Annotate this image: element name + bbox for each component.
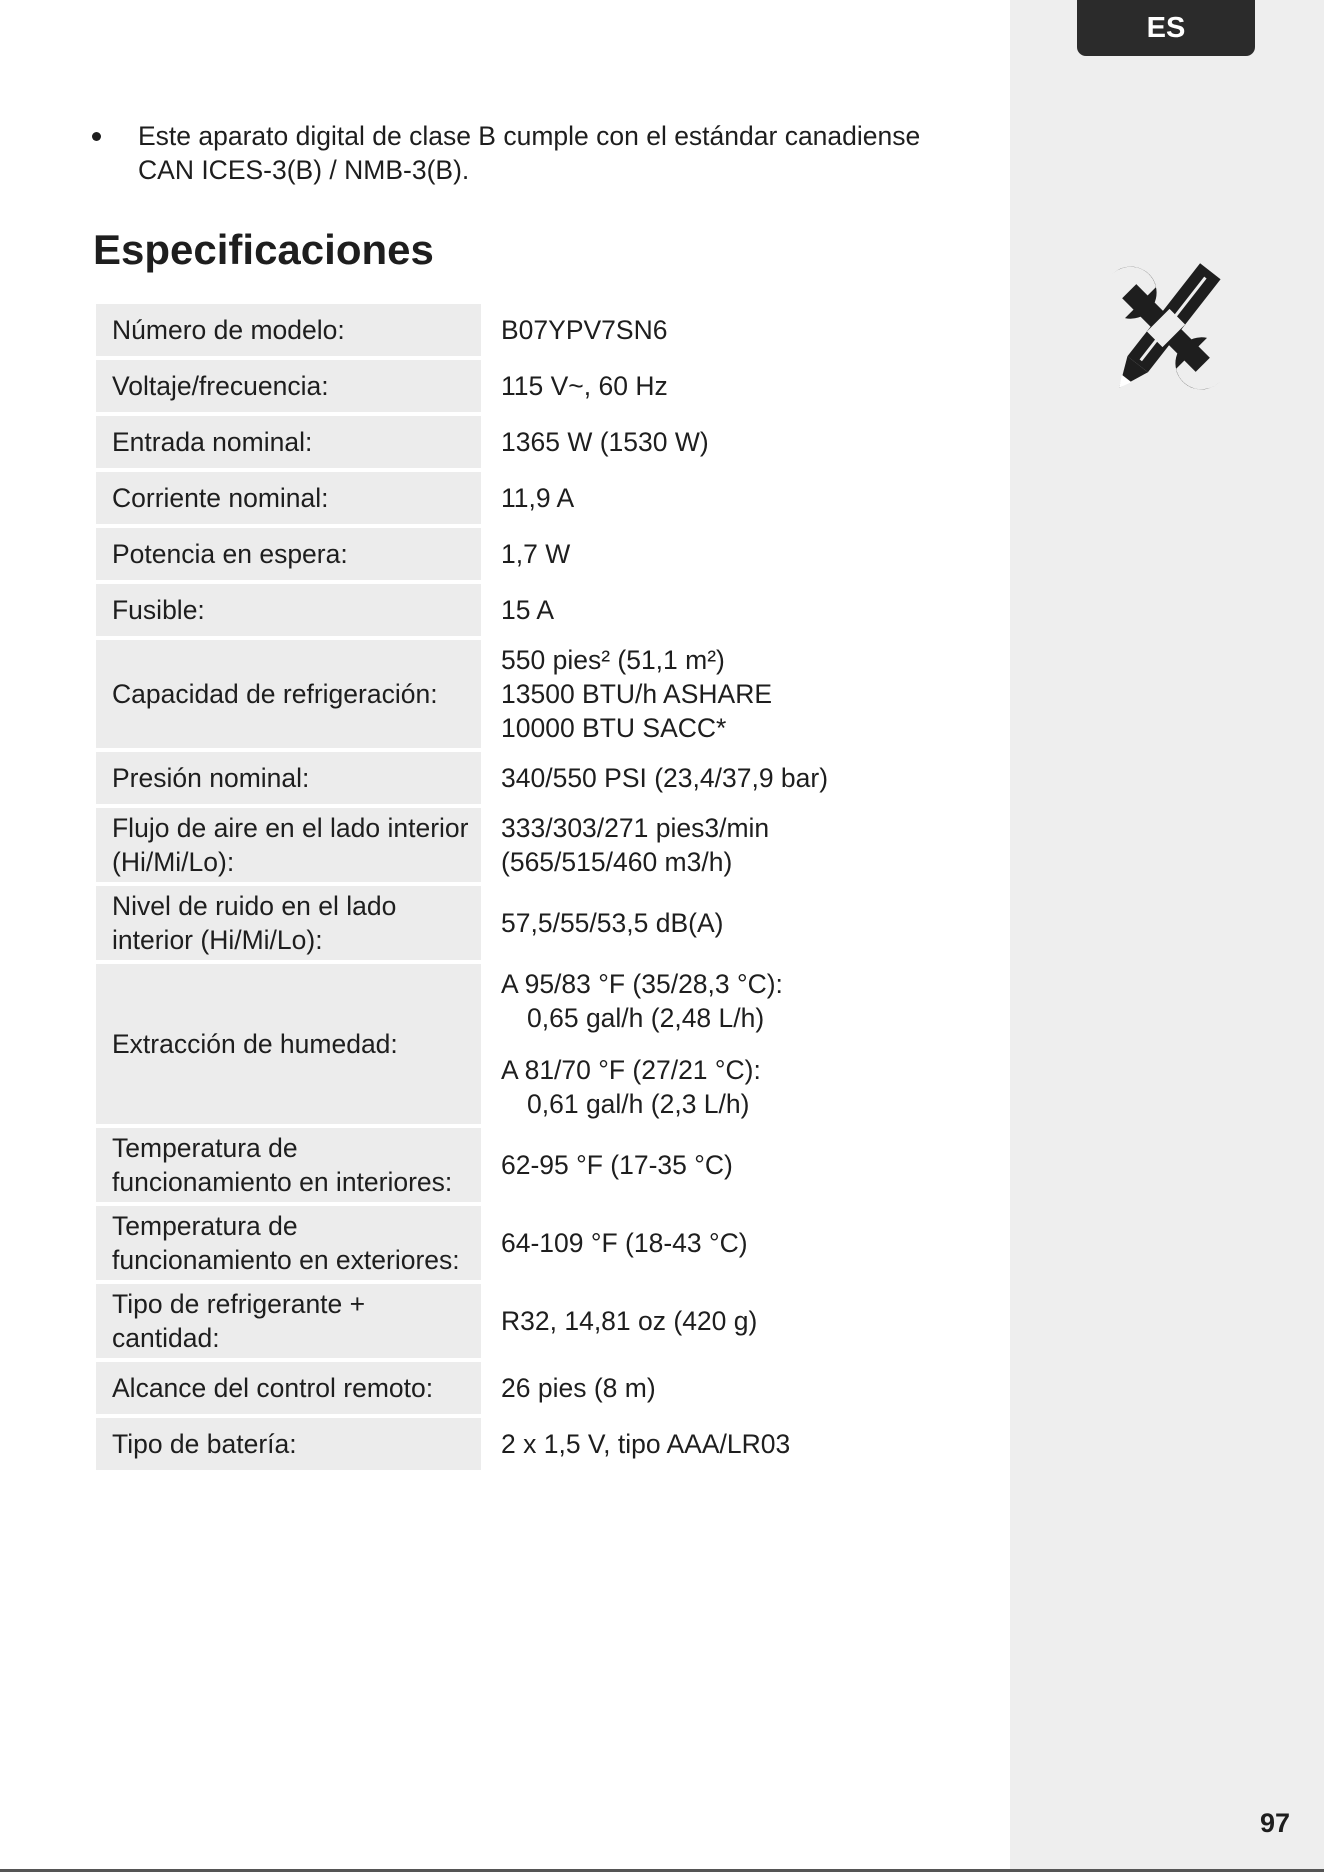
spec-value-line: 115 V~, 60 Hz: [501, 371, 668, 401]
page-number: 97: [1259, 1808, 1290, 1838]
spec-value-line: 62-95 °F (17-35 °C): [501, 1150, 733, 1180]
spec-row: [96, 584, 856, 636]
spec-value-line: 0,61 gal/h (2,3 L/h): [527, 1089, 750, 1119]
wrench-pencil-icon: [1080, 242, 1252, 414]
spec-value-line: 0,65 gal/h (2,48 L/h): [527, 1003, 765, 1033]
spec-value-line: 64-109 °F (18-43 °C): [501, 1228, 748, 1258]
spec-value: [481, 1418, 856, 1470]
spec-value-line: (565/515/460 m3/h): [501, 847, 733, 877]
spec-row: [96, 360, 856, 412]
spec-row: [96, 808, 856, 882]
spec-row: [96, 416, 856, 468]
spec-value-line: R32, 14,81 oz (420 g): [501, 1306, 758, 1336]
spec-label: Flujo de aire en el lado interior (Hi/Mi/Lo):: [96, 808, 481, 882]
spec-value-line: 26 pies (8 m): [501, 1373, 656, 1403]
spec-value: [481, 472, 856, 524]
notice-line-1: Este aparato digital de clase B cumple con el estándar canadiense: [138, 121, 921, 151]
language-tab: ES: [1077, 0, 1255, 56]
spec-table: [96, 300, 856, 1474]
spec-value: [481, 886, 856, 960]
spec-label: Entrada nominal:: [96, 416, 481, 468]
spec-row: [96, 886, 856, 960]
spec-row: [96, 472, 856, 524]
spec-row: [96, 304, 856, 356]
spec-label: Capacidad de refrigeración:: [96, 640, 481, 748]
spec-value: [481, 752, 856, 804]
spec-label: Temperatura de funcionamiento en interiores:: [96, 1128, 481, 1202]
spec-value: [481, 640, 856, 748]
spec-label: Potencia en espera:: [96, 528, 481, 580]
spec-row: [96, 752, 856, 804]
spec-value-line: 10000 BTU SACC*: [501, 713, 727, 743]
spec-value-line: 11,9 A: [501, 483, 575, 513]
spec-label: Fusible:: [96, 584, 481, 636]
notice-text: [138, 119, 978, 187]
spec-value: [481, 1206, 856, 1280]
spec-value-line: A 81/70 °F (27/21 °C):: [501, 1055, 761, 1085]
spec-row: [96, 1128, 856, 1202]
bullet-icon: [92, 132, 101, 141]
spec-label: Tipo de refrigerante + cantidad:: [96, 1284, 481, 1358]
spec-value: [481, 1284, 856, 1358]
spec-row: [96, 528, 856, 580]
spec-row: [96, 1362, 856, 1414]
spec-value-line: 57,5/55/53,5 dB(A): [501, 908, 724, 938]
spec-value-line: 1,7 W: [501, 539, 571, 569]
spec-value: [481, 964, 856, 1124]
spec-value: [481, 808, 856, 882]
spec-value-line: 550 pies² (51,1 m²): [501, 645, 725, 675]
spec-value: [481, 528, 856, 580]
spec-row: [96, 1284, 856, 1358]
notice-line-2: CAN ICES-3(B) / NMB-3(B).: [138, 155, 470, 185]
section-title: Especificaciones: [93, 226, 434, 273]
spec-row: [96, 1418, 856, 1470]
spec-value: [481, 1362, 856, 1414]
spec-value-line: 340/550 PSI (23,4/37,9 bar): [501, 763, 829, 793]
spec-label: Corriente nominal:: [96, 472, 481, 524]
spec-value-line: 1365 W (1530 W): [501, 427, 709, 457]
spec-row: [96, 964, 856, 1124]
spec-value: [481, 304, 856, 356]
spec-value-line: 15 A: [501, 595, 555, 625]
spec-label: Voltaje/frecuencia:: [96, 360, 481, 412]
spec-value-line: 13500 BTU/h ASHARE: [501, 679, 773, 709]
spec-label: Extracción de humedad:: [96, 964, 481, 1124]
spec-value-line: 333/303/271 pies3/min: [501, 813, 770, 843]
spec-value: [481, 1128, 856, 1202]
spec-value: [481, 360, 856, 412]
spec-label: Temperatura de funcionamiento en exteriores:: [96, 1206, 481, 1280]
spec-label: Alcance del control remoto:: [96, 1362, 481, 1414]
spec-value-line: B07YPV7SN6: [501, 315, 668, 345]
spec-row: [96, 1206, 856, 1280]
spec-value: [481, 416, 856, 468]
spec-label: Nivel de ruido en el lado interior (Hi/Mi/Lo):: [96, 886, 481, 960]
spec-value-line: 2 x 1,5 V, tipo AAA/LR03: [501, 1429, 791, 1459]
spec-value-line: A 95/83 °F (35/28,3 °C):: [501, 969, 783, 999]
spec-label: Tipo de batería:: [96, 1418, 481, 1470]
spec-row: [96, 640, 856, 748]
spec-value: [481, 584, 856, 636]
spec-label: Presión nominal:: [96, 752, 481, 804]
spec-label: Número de modelo:: [96, 304, 481, 356]
